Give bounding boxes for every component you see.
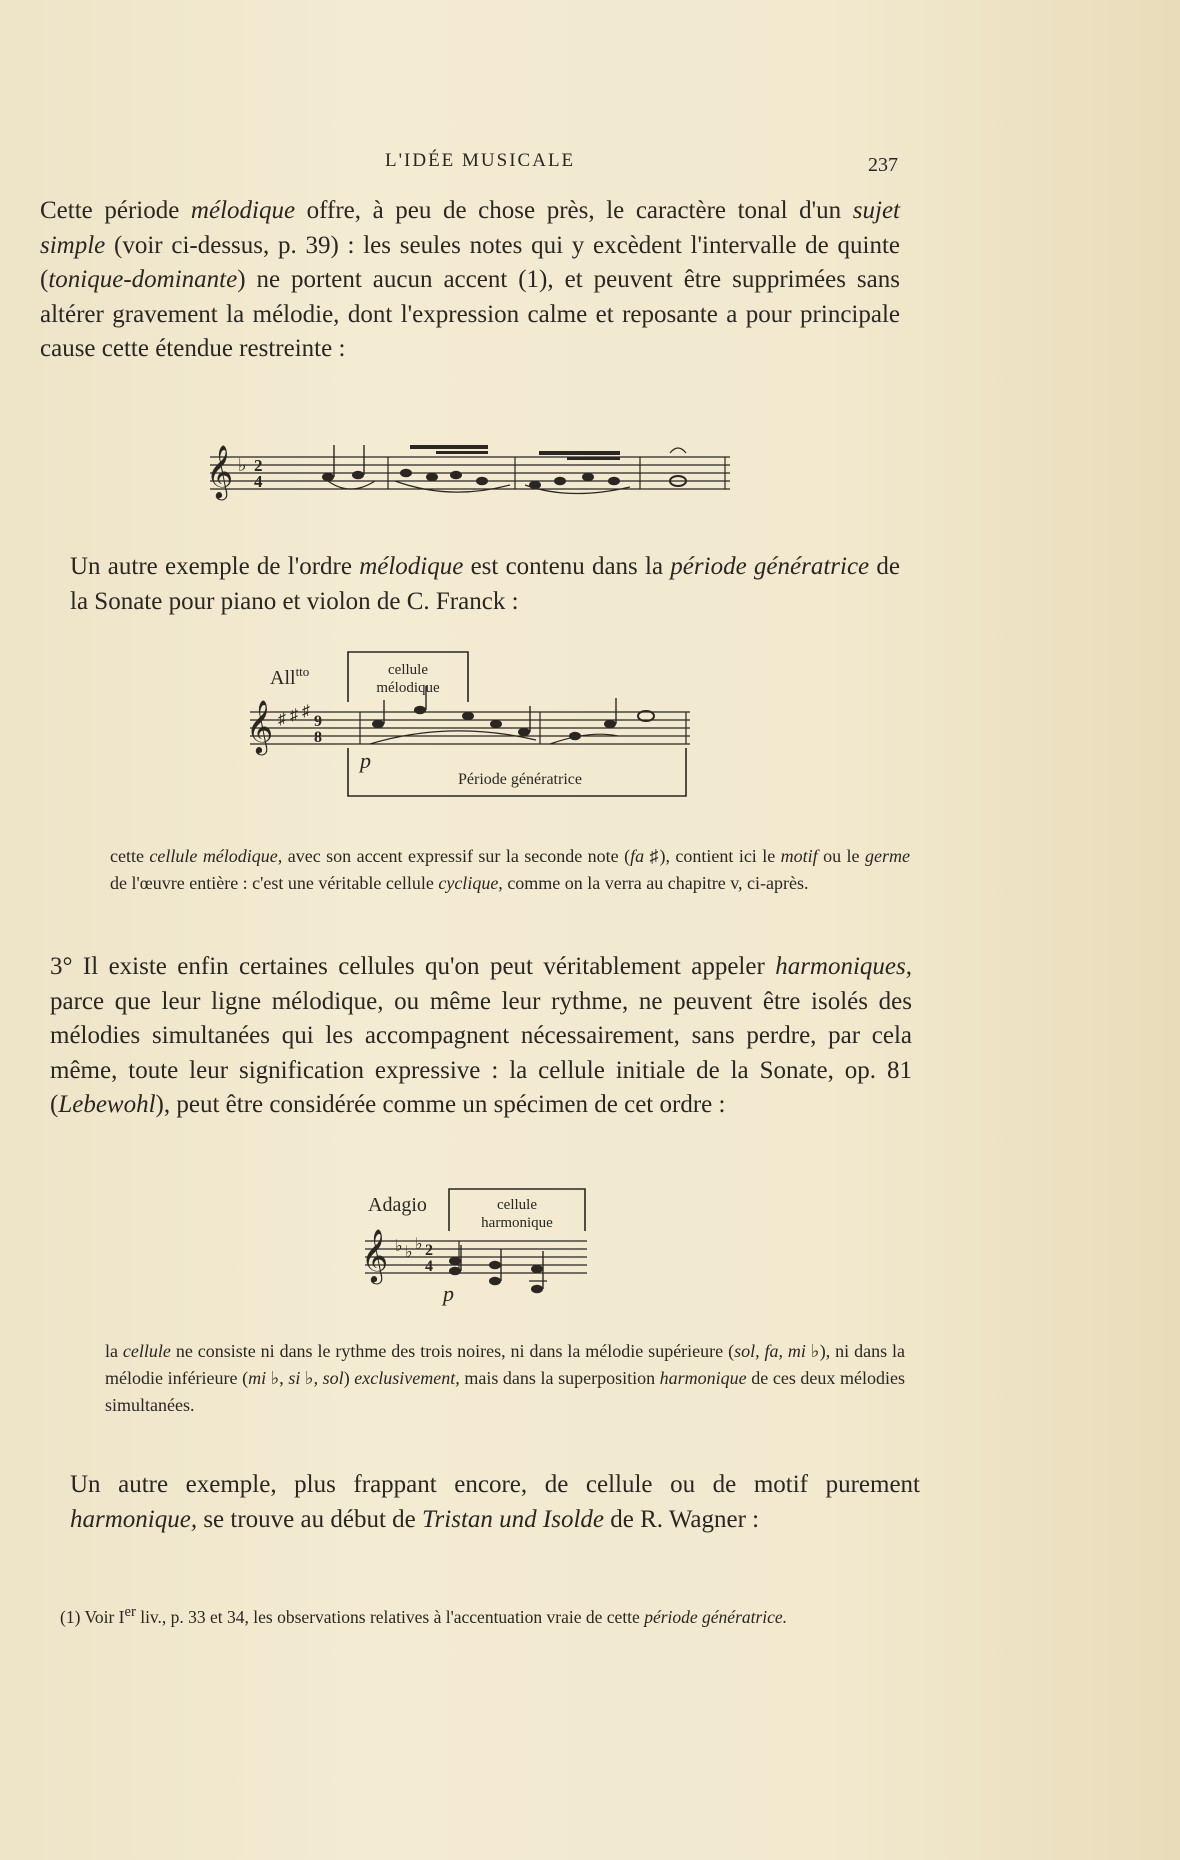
svg-text:mélodique: mélodique	[376, 680, 440, 696]
note-cellule-melodique: cette cellule mélodique, avec son accent expressif sur la seconde note (fa ♯), contient ici le motif ou le germe de l'œuvre entière : c'est une véritable cellule cyclique, comme on la verra au chapitre v, ci-après.	[110, 846, 910, 893]
svg-text:♭: ♭	[238, 455, 247, 475]
svg-text:♯: ♯	[278, 711, 286, 728]
footnote: (1) Voir Ier liv., p. 33 et 34, les observations relatives à l'accentuation vraie de cette période génératrice.	[60, 1604, 788, 1627]
dynamic-piano: p	[443, 1281, 454, 1306]
svg-text:♭: ♭	[405, 1244, 413, 1261]
svg-text:9: 9	[314, 713, 322, 730]
tempo-marking: All	[270, 667, 296, 689]
tempo-marking: Adagio	[368, 1194, 427, 1216]
running-title: L'IDÉE MUSICALE	[385, 150, 576, 171]
svg-text:𝄞: 𝄞	[361, 1230, 389, 1281]
svg-text:cellule: cellule	[497, 1197, 537, 1213]
music-example-melodic-period	[206, 435, 730, 510]
svg-text:8: 8	[314, 729, 322, 746]
svg-text:4: 4	[254, 472, 263, 491]
paragraph-tristan: Un autre exemple, plus frappant encore, de cellule ou de motif purement harmonique, se trouve au début de Tristan und Isolde de R. Wagner :	[70, 1471, 920, 1533]
svg-text:𝄞: 𝄞	[206, 446, 234, 497]
note-cellule-harmonique: la cellule ne consiste ni dans le rythme des trois noires, ni dans la mélodie supérieure (sol, fa, mi ♭), ni dans la mélodie inférieure (mi ♭, si ♭, sol) exclusivement, mais dans la superposition harmonique de ces deux mélodies simultanées.	[105, 1341, 905, 1415]
page-number: 237	[868, 154, 898, 176]
svg-text:Alltto: All$^{tto}$	[270, 664, 310, 689]
music-example-lebewohl	[361, 1185, 595, 1310]
svg-text:♯: ♯	[302, 703, 310, 720]
svg-text:2: 2	[425, 1242, 433, 1259]
paragraph-harmonic-cells: 3° Il existe enfin certaines cellules qu'on peut véritablement appeler harmoniques, parce que leur ligne mélodique, ou même leur rythme, ne peuvent être isolés des mélodies simultanées qui les accompagnent nécessairement, sans perdre, par cela même, toute leur signification expressive : la cellule initiale de la Sonate, op. 81 (Lebewohl), peut être considérée comme un spécimen de cet ordre :	[50, 953, 912, 1118]
paragraph-melodic-period: Cette période mélodique offre, à peu de chose près, le caractère tonal d'un sujet simple (voir ci-dessus, p. 39) : les seules notes qui y excèdent l'intervalle de quinte (tonique-dominante) ne portent aucun accent (1), et peuvent être supprimées sans altérer gravement la mélodie, dont l'expression calme et reposante a pour principale cause cette étendue restreinte :	[40, 197, 900, 362]
svg-text:♭: ♭	[395, 1238, 403, 1255]
svg-text:♯: ♯	[290, 707, 298, 724]
paragraph-franck-example: Un autre exemple de l'ordre mélodique est contenu dans la période génératrice de la Sonate pour piano et violon de C. Franck :	[70, 553, 900, 615]
svg-text:4: 4	[425, 1258, 433, 1275]
dynamic-piano: p	[360, 748, 371, 773]
svg-text:Période génératrice: Période génératrice	[458, 771, 582, 788]
svg-text:cellule: cellule	[388, 662, 428, 678]
svg-text:2: 2	[254, 456, 263, 475]
svg-text:harmonique: harmonique	[481, 1215, 553, 1231]
page-header	[0, 150, 1180, 180]
music-example-franck	[246, 650, 700, 800]
svg-text:♭: ♭	[415, 1236, 423, 1253]
svg-text:𝄞: 𝄞	[246, 701, 274, 752]
